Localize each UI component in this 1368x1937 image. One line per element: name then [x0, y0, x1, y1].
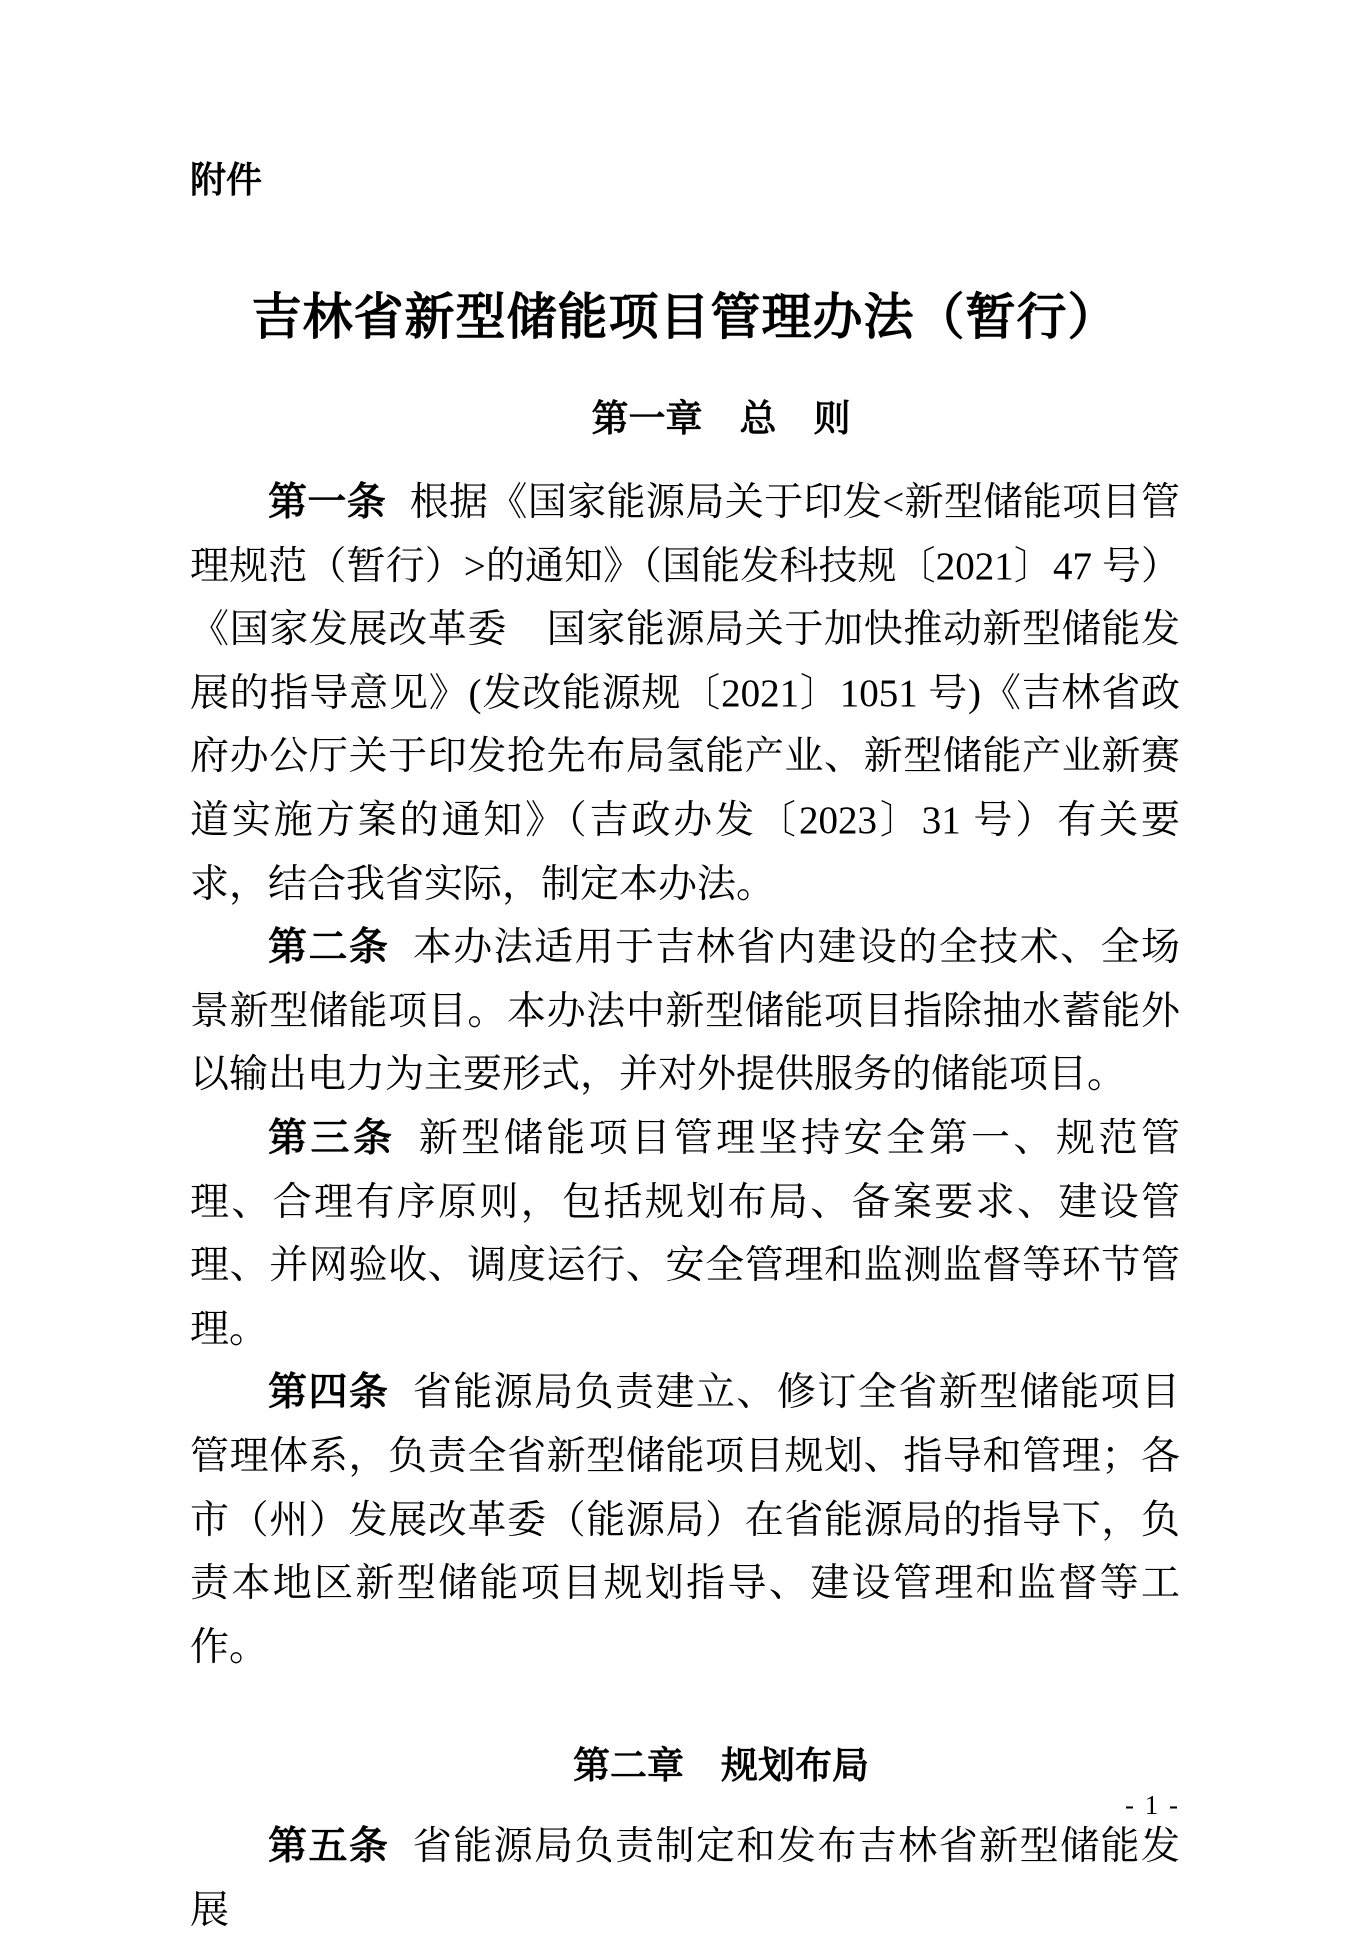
article-2-lead: 第二条: [268, 926, 390, 970]
chapter-1-heading: 第一章 总 则: [591, 398, 851, 439]
article-1-lead: 第一条: [268, 481, 387, 524]
attachment-label: 附件: [190, 159, 263, 200]
page-number: - 1 -: [1125, 1790, 1180, 1820]
chapter-1-body: [190, 471, 1180, 1679]
document-title: 吉林省新型储能项目管理办法（暂行）: [251, 289, 1119, 345]
article-3-paragraph: [190, 1107, 1180, 1361]
article-5-text: 省能源局负责制定和发布吉林省新型储能发展: [190, 1824, 1180, 1932]
article-3-lead: 第三条: [268, 1116, 396, 1160]
article-4-text: 省能源局负责建立、修订全省新型储能项目管理体系，负责全省新型储能项目规划、指导和管理；各市（州）发展改革委（能源局）在省能源局的指导下，负责本地区新型储能项目规划指导、建设管理和监督等工作。: [190, 1371, 1180, 1669]
article-5-paragraph: [190, 1815, 1180, 1937]
article-3-text: 新型储能项目管理坚持安全第一、规范管理、合理有序原则，包括规划布局、备案要求、建设管理、并网验收、调度运行、安全管理和监测监督等环节管理。: [190, 1116, 1180, 1351]
article-1-paragraph: [190, 471, 1180, 916]
article-2-text: 本办法适用于吉林省内建设的全技术、全场景新型储能项目。本办法中新型储能项目指除抽水蓄能外以输出电力为主要形式，并对外提供服务的储能项目。: [190, 926, 1180, 1097]
chapter-2-body: [190, 1815, 1180, 1937]
article-4-paragraph: [190, 1361, 1180, 1679]
article-2-paragraph: [190, 916, 1180, 1107]
article-1-text: 根据《国家能源局关于印发<新型储能项目管理规范（暂行）>的通知》（国能发科技规〔2021〕47 号）《国家发展改革委 国家能源局关于加快推动新型储能发展的指导意见》(发改能源规〔2021〕1051 号)《吉林省政府办公厅关于印发抢先布局氢能产业、新型储能产业新赛道实施方案的通知》（吉政办发〔2023〕31 号）有关要求，结合我省实际，制定本办法。: [190, 481, 1180, 906]
chapter-2-heading: 第二章 规划布局: [573, 1745, 869, 1787]
article-4-lead: 第四条: [268, 1371, 390, 1415]
article-5-lead: 第五条: [268, 1824, 390, 1868]
